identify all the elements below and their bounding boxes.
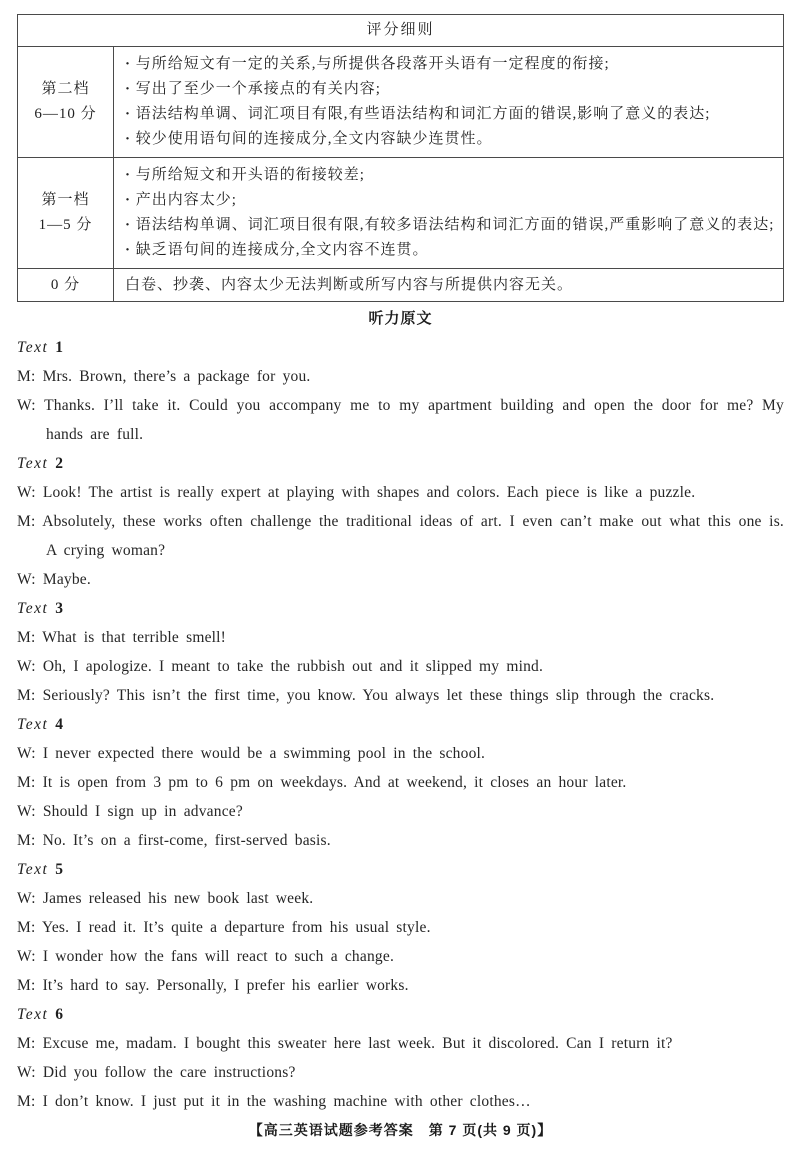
text-number: 1	[55, 339, 64, 356]
text-heading	[17, 710, 784, 739]
dialogue-line: W: James released his new book last week.	[17, 890, 314, 907]
rubric-level-label: 第一档	[41, 192, 90, 208]
rubric-level-cell	[18, 269, 114, 301]
dialogue-line: M: Mrs. Brown, there’s a package for you.	[17, 368, 311, 385]
text-number: 3	[55, 600, 64, 617]
rubric-criterion: · 语法结构单调、词汇项目有限,有些语法结构和词汇方面的错误,影响了意义的表达;	[125, 102, 775, 127]
criteria-list	[125, 52, 775, 152]
dialogue-line: M: Excuse me, madam. I bought this sweater here last week. But it discolored. Can I return it?	[17, 1035, 673, 1052]
text-label: Text	[17, 716, 49, 733]
text-number: 6	[55, 1006, 64, 1023]
criteria-list	[125, 163, 775, 263]
rubric-criterion: · 写出了至少一个承接点的有关内容;	[125, 77, 775, 102]
dialogue-line: M: I don’t know. I just put it in the washing machine with other clothes…	[17, 1093, 531, 1110]
dialogue-line: W: Thanks. I’ll take it. Could you accompany me to my apartment building and open the door for me? My hands are full.	[17, 397, 784, 443]
dialogue-line: M: What is that terrible smell!	[17, 629, 227, 646]
text-block-2	[17, 449, 784, 594]
rubric-criterion: · 语法结构单调、词汇项目很有限,有较多语法结构和词汇方面的错误,严重影响了意义的表达;	[125, 213, 775, 238]
rubric-row-band1	[18, 158, 783, 269]
rubric-criterion: · 与所给短文有一定的关系,与所提供各段落开头语有一定程度的衔接;	[125, 52, 775, 77]
dialogue-line: M: No. It’s on a first-come, first-served basis.	[17, 832, 331, 849]
dialogue-line: W: Look! The artist is really expert at playing with shapes and colors. Each piece is like a puzzle.	[17, 484, 696, 501]
text-label: Text	[17, 861, 49, 878]
dialogue-line: M: Yes. I read it. It’s quite a departure from his usual style.	[17, 919, 431, 936]
dialogue-line: W: I never expected there would be a swimming pool in the school.	[17, 745, 486, 762]
rubric-score-range: 1—5 分	[38, 217, 93, 233]
rubric-criteria-cell	[114, 47, 783, 157]
text-block-5	[17, 855, 784, 1000]
rubric-title: 评分细则	[18, 15, 783, 47]
page-footer: 【高三英语试题参考答案 第 7 页(共 9 页)】	[248, 1122, 553, 1138]
text-heading	[17, 1000, 784, 1029]
text-block-6	[17, 1000, 784, 1116]
rubric-criteria-cell	[114, 269, 783, 301]
text-heading	[17, 855, 784, 884]
text-number: 5	[55, 861, 64, 878]
dialogue-line: W: Did you follow the care instructions?	[17, 1064, 296, 1081]
dialogue-line: M: Seriously? This isn’t the first time, you know. You always let these things slip through the cracks.	[17, 687, 715, 704]
rubric-row-band2	[18, 47, 783, 158]
text-label: Text	[17, 455, 49, 472]
rubric-criterion: · 产出内容太少;	[125, 188, 775, 213]
rubric-criterion: · 缺乏语句间的连接成分,全文内容不连贯。	[125, 238, 775, 263]
rubric-row-zero	[18, 269, 783, 301]
text-block-3	[17, 594, 784, 710]
text-label: Text	[17, 1006, 49, 1023]
scoring-rubric-table	[17, 14, 784, 302]
transcript-heading: 听力原文	[368, 310, 433, 327]
text-heading	[17, 333, 784, 362]
text-number: 2	[55, 455, 64, 472]
rubric-criterion: · 较少使用语句间的连接成分,全文内容缺少连贯性。	[125, 127, 775, 152]
dialogue-line: M: It is open from 3 pm to 6 pm on weekdays. And at weekend, it closes an hour later.	[17, 774, 627, 791]
rubric-level-cell	[18, 158, 114, 268]
rubric-criterion: 白卷、抄袭、内容太少无法判断或所写内容与所提供内容无关。	[125, 277, 574, 293]
dialogue-line: W: Oh, I apologize. I meant to take the rubbish out and it slipped my mind.	[17, 658, 544, 675]
dialogue-line: W: Maybe.	[17, 571, 91, 588]
rubric-level-label: 第二档	[41, 81, 90, 97]
dialogue-line: M: It’s hard to say. Personally, I prefer his earlier works.	[17, 977, 409, 994]
text-block-1	[17, 333, 784, 449]
dialogue-line: W: I wonder how the fans will react to such a change.	[17, 948, 395, 965]
rubric-criterion: · 与所给短文和开头语的衔接较差;	[125, 163, 775, 188]
rubric-score-range: 6—10 分	[34, 106, 97, 122]
text-block-4	[17, 710, 784, 855]
text-label: Text	[17, 339, 49, 356]
text-label: Text	[17, 600, 49, 617]
rubric-level-label: 0 分	[50, 276, 81, 293]
rubric-criteria-cell	[114, 158, 783, 268]
text-heading	[17, 594, 784, 623]
dialogue-line: M: Absolutely, these works often challenge the traditional ideas of art. I even can’t make out what this one is. A crying woman?	[17, 513, 784, 559]
text-heading	[17, 449, 784, 478]
rubric-level-cell	[18, 47, 114, 157]
text-number: 4	[55, 716, 64, 733]
dialogue-line: W: Should I sign up in advance?	[17, 803, 243, 820]
